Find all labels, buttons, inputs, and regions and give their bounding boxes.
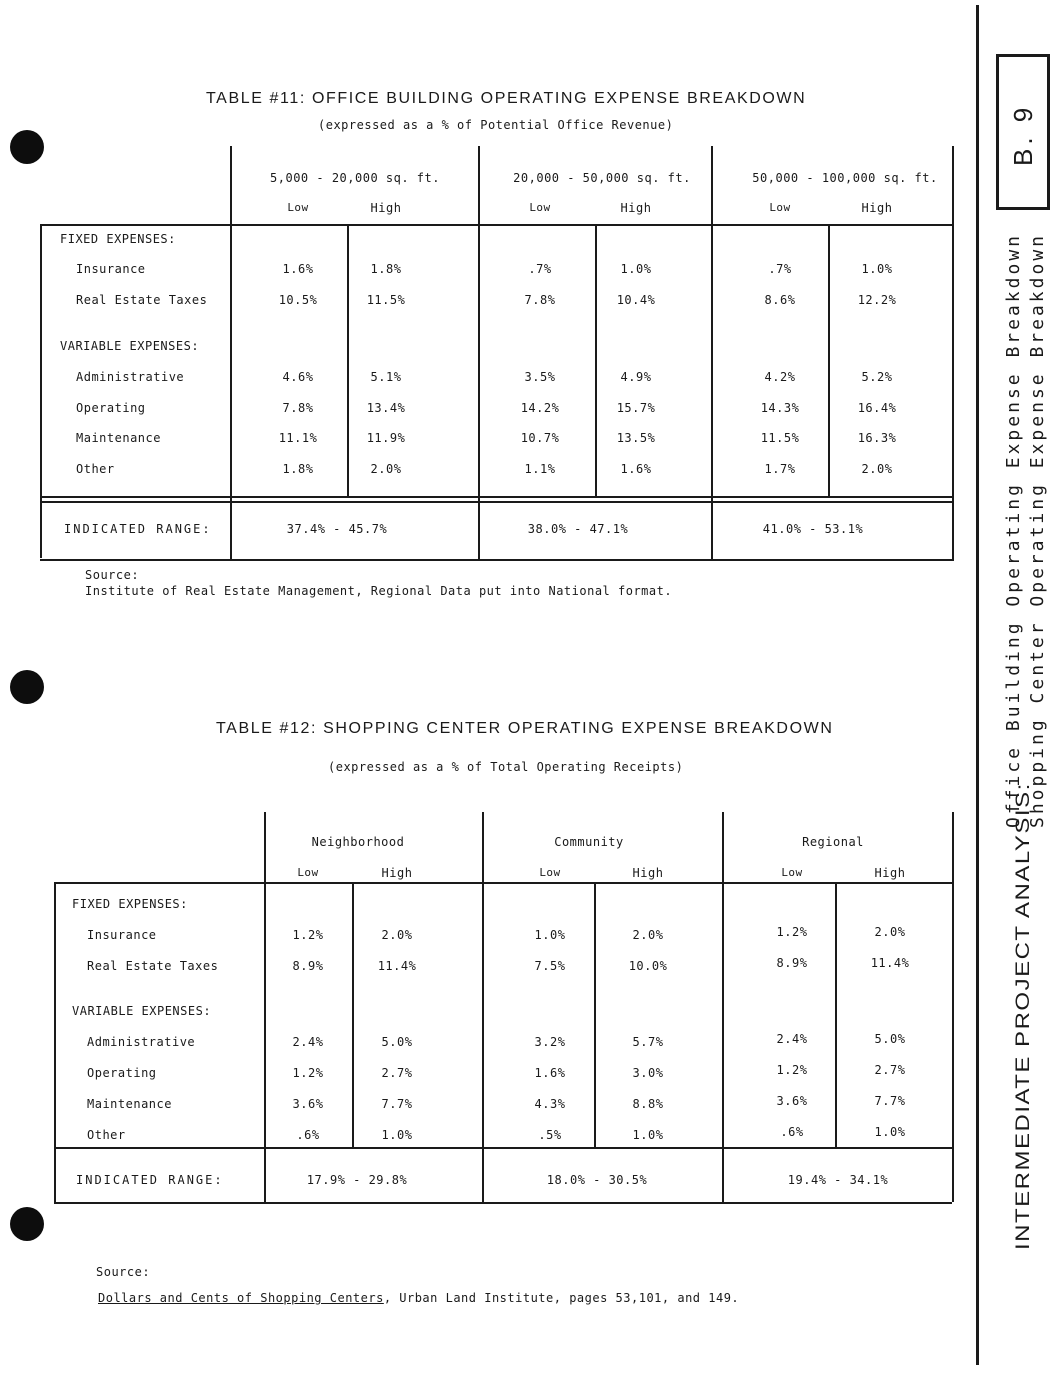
- table11-cell-value: 1.1%: [524, 462, 556, 476]
- table12-cell-value: 3.6%: [292, 1097, 324, 1111]
- table11-cell-value: 4.6%: [282, 370, 314, 384]
- table11-cell-value: 10.4%: [616, 293, 656, 307]
- table12-group-header: Regional: [802, 835, 864, 849]
- table11-cell-value: 16.3%: [857, 431, 897, 445]
- table12-cell-value: 2.0%: [632, 928, 664, 942]
- table12-cell-value: .6%: [780, 1125, 804, 1139]
- table12-cell-value: 2.0%: [381, 928, 413, 942]
- table11-cell-value: 8.6%: [764, 293, 796, 307]
- table12-low-header: Low: [781, 866, 803, 879]
- table12-cell-value: 5.7%: [632, 1035, 664, 1049]
- table11-cell-value: 4.9%: [620, 370, 652, 384]
- table11-range-value: 41.0% - 53.1%: [762, 522, 864, 536]
- table11-source-label: Source:: [85, 568, 140, 582]
- table12-cell-value: 7.7%: [381, 1097, 413, 1111]
- rule: [952, 812, 954, 1202]
- table12-cell-value: 3.2%: [534, 1035, 566, 1049]
- table11-cell-value: 7.8%: [524, 293, 556, 307]
- table12-cell-value: 4.3%: [534, 1097, 566, 1111]
- table12-cell-value: .6%: [296, 1128, 320, 1142]
- rule: [478, 146, 480, 560]
- rule: [264, 812, 266, 1202]
- table11-row-label: Other: [76, 462, 115, 476]
- table11-cell-value: 1.8%: [370, 262, 402, 276]
- section-tab-label: B. 9: [1008, 103, 1038, 166]
- table11-low-header: Low: [529, 201, 551, 214]
- table11-cell-value: 2.0%: [861, 462, 893, 476]
- table11-high-header: High: [861, 201, 893, 215]
- table12-row-label: Administrative: [87, 1035, 196, 1049]
- table11-row-label: Real Estate Taxes: [76, 293, 208, 307]
- table12-row-label: Maintenance: [87, 1097, 172, 1111]
- table11-source-text: Institute of Real Estate Management, Regional Data put into National format.: [85, 584, 673, 598]
- table12-cell-value: 2.4%: [776, 1032, 808, 1046]
- rule: [40, 224, 42, 558]
- rule: [352, 882, 354, 1147]
- table11-cell-value: 4.2%: [764, 370, 796, 384]
- rule: [722, 812, 724, 1202]
- table12-cell-value: 1.2%: [776, 1063, 808, 1077]
- table11-cell-value: 15.7%: [616, 401, 656, 415]
- table12-row-label: Insurance: [87, 928, 157, 942]
- table11-cell-value: 1.0%: [620, 262, 652, 276]
- table11-cell-value: 13.4%: [366, 401, 406, 415]
- table12-cell-value: 3.6%: [776, 1094, 808, 1108]
- table12-cell-value: 5.0%: [874, 1032, 906, 1046]
- table12-low-header: Low: [297, 866, 319, 879]
- table11-cell-value: 14.3%: [760, 401, 800, 415]
- table12-title: TABLE #12: SHOPPING CENTER OPERATING EXPENSE BREAKDOWN: [216, 720, 834, 737]
- rule: [40, 224, 954, 226]
- table12-cell-value: 2.4%: [292, 1035, 324, 1049]
- table11-row-label: Operating: [76, 401, 146, 415]
- table11-cell-value: 1.6%: [620, 462, 652, 476]
- table12-cell-value: 7.7%: [874, 1094, 906, 1108]
- rule: [54, 882, 56, 1202]
- table12-group-header: Community: [554, 835, 624, 849]
- table12-cell-value: 2.7%: [874, 1063, 906, 1077]
- table11-row-label: Maintenance: [76, 431, 161, 445]
- table11-range-value: 38.0% - 47.1%: [527, 522, 629, 536]
- table11-low-header: Low: [769, 201, 791, 214]
- table11-cell-value: 16.4%: [857, 401, 897, 415]
- table11-cell-value: 10.7%: [520, 431, 560, 445]
- table12-cell-value: 8.9%: [292, 959, 324, 973]
- table12-row-label: Operating: [87, 1066, 157, 1080]
- table11-group-header: 50,000 - 100,000 sq. ft.: [752, 171, 938, 185]
- table12-cell-value: 1.0%: [381, 1128, 413, 1142]
- table11-row-label: Insurance: [76, 262, 146, 276]
- table11-variable-header: VARIABLE EXPENSES:: [60, 339, 200, 353]
- table11-cell-value: .7%: [528, 262, 552, 276]
- table11-cell-value: 7.8%: [282, 401, 314, 415]
- table11-row-label: Administrative: [76, 370, 185, 384]
- binder-hole-middle: [10, 670, 44, 704]
- table11-cell-value: 1.0%: [861, 262, 893, 276]
- table12-low-header: Low: [539, 866, 561, 879]
- table12-cell-value: 1.0%: [874, 1125, 906, 1139]
- table11-cell-value: 12.2%: [857, 293, 897, 307]
- table12-cell-value: 10.0%: [628, 959, 668, 973]
- table12-row-label: Real Estate Taxes: [87, 959, 219, 973]
- table11-cell-value: .7%: [768, 262, 792, 276]
- table11-cell-value: 11.1%: [278, 431, 318, 445]
- table12-row-label: Other: [87, 1128, 126, 1142]
- table11-cell-value: 11.9%: [366, 431, 406, 445]
- table12-cell-value: 11.4%: [870, 956, 910, 970]
- table12-cell-value: 5.0%: [381, 1035, 413, 1049]
- table11-cell-value: 13.5%: [616, 431, 656, 445]
- table11-cell-value: 14.2%: [520, 401, 560, 415]
- rule: [54, 882, 952, 884]
- rule: [54, 1147, 952, 1149]
- table12-group-header: Neighborhood: [311, 835, 405, 849]
- rule: [711, 146, 713, 560]
- sidebar-subtitle-office: Office Building Operating Expense Breakdown: [1003, 233, 1024, 828]
- rule: [230, 146, 232, 560]
- table11-cell-value: 2.0%: [370, 462, 402, 476]
- table12-source-label: Source:: [96, 1265, 151, 1279]
- binder-hole-bottom: [10, 1207, 44, 1241]
- table12-cell-value: 7.5%: [534, 959, 566, 973]
- table12-cell-value: 2.7%: [381, 1066, 413, 1080]
- table11-cell-value: 5.1%: [370, 370, 402, 384]
- rule: [595, 224, 597, 496]
- table11-title: TABLE #11: OFFICE BUILDING OPERATING EXPENSE BREAKDOWN: [206, 90, 807, 107]
- table11-cell-value: 3.5%: [524, 370, 556, 384]
- rule: [594, 882, 596, 1147]
- sidebar-main-title: INTERMEDIATE PROJECT ANALYSIS:: [1012, 782, 1035, 1250]
- sidebar-rule: [976, 5, 979, 1365]
- table12-cell-value: 1.0%: [632, 1128, 664, 1142]
- table11-cell-value: 1.6%: [282, 262, 314, 276]
- table12-range-value: 17.9% - 29.8%: [306, 1173, 408, 1187]
- table12-high-header: High: [632, 866, 664, 880]
- table12-source-line: [98, 1291, 739, 1305]
- table12-cell-value: 2.0%: [874, 925, 906, 939]
- table11-low-header: Low: [287, 201, 309, 214]
- table11-range-value: 37.4% - 45.7%: [286, 522, 388, 536]
- rule: [952, 146, 954, 560]
- table12-cell-value: 8.8%: [632, 1097, 664, 1111]
- rule: [40, 501, 954, 503]
- table12-cell-value: 1.2%: [776, 925, 808, 939]
- table12-cell-value: 8.9%: [776, 956, 808, 970]
- table11-cell-value: 10.5%: [278, 293, 318, 307]
- table11-subtitle: (expressed as a % of Potential Office Revenue): [318, 118, 674, 132]
- table12-cell-value: 3.0%: [632, 1066, 664, 1080]
- table12-high-header: High: [381, 866, 413, 880]
- table12-variable-header: VARIABLE EXPENSES:: [72, 1004, 212, 1018]
- table12-cell-value: 1.2%: [292, 1066, 324, 1080]
- rule: [347, 224, 349, 496]
- table12-source-title: Dollars and Cents of Shopping Centers: [98, 1291, 384, 1305]
- table11-cell-value: 1.8%: [282, 462, 314, 476]
- table12-range-value: 19.4% - 34.1%: [787, 1173, 889, 1187]
- rule: [482, 812, 484, 1202]
- table12-cell-value: 1.6%: [534, 1066, 566, 1080]
- table11-cell-value: 1.7%: [764, 462, 796, 476]
- table11-cell-value: 11.5%: [760, 431, 800, 445]
- table12-high-header: High: [874, 866, 906, 880]
- rule: [828, 224, 830, 496]
- table11-fixed-header: FIXED EXPENSES:: [60, 232, 176, 246]
- rule: [40, 496, 954, 498]
- rule: [40, 559, 954, 561]
- table12-range-value: 18.0% - 30.5%: [546, 1173, 648, 1187]
- sidebar-subtitle-shopping: Shopping Center Operating Expense Breakdown: [1027, 233, 1048, 828]
- table12-cell-value: 1.0%: [534, 928, 566, 942]
- table11-high-header: High: [620, 201, 652, 215]
- table12-subtitle: (expressed as a % of Total Operating Receipts): [328, 760, 684, 774]
- table11-group-header: 20,000 - 50,000 sq. ft.: [513, 171, 691, 185]
- binder-hole-top: [10, 130, 44, 164]
- table11-high-header: High: [370, 201, 402, 215]
- table12-fixed-header: FIXED EXPENSES:: [72, 897, 188, 911]
- table12-range-label: INDICATED RANGE:: [76, 1173, 224, 1187]
- table12-source-rest: , Urban Land Institute, pages 53,101, and 149.: [383, 1291, 740, 1305]
- rule: [835, 882, 837, 1147]
- table11-cell-value: 5.2%: [861, 370, 893, 384]
- table11-group-header: 5,000 - 20,000 sq. ft.: [270, 171, 440, 185]
- table11-range-label: INDICATED RANGE:: [64, 522, 212, 536]
- rule: [54, 1202, 952, 1204]
- table12-cell-value: 1.2%: [292, 928, 324, 942]
- table12-cell-value: .5%: [538, 1128, 562, 1142]
- table12-cell-value: 11.4%: [377, 959, 417, 973]
- table11-cell-value: 11.5%: [366, 293, 406, 307]
